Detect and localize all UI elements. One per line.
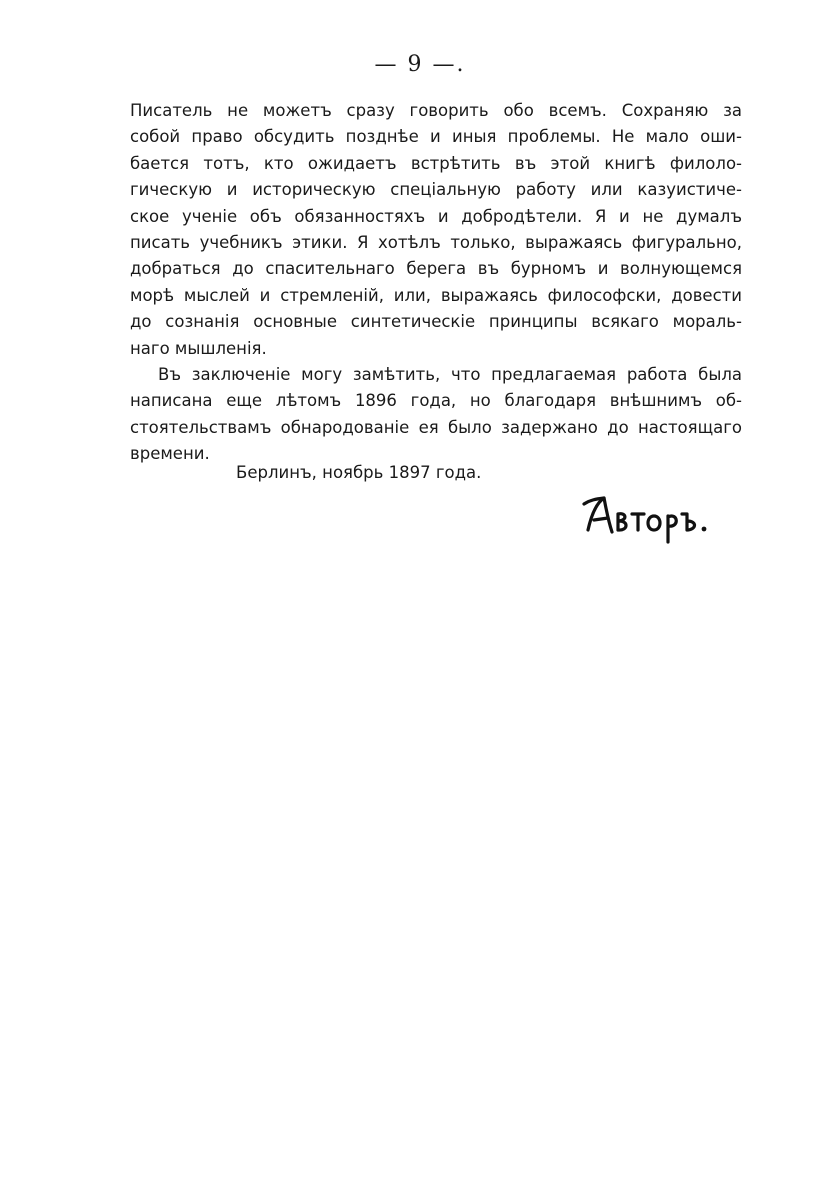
text-line: бается тотъ, кто ожидаетъ встрѣтить въ этой книгѣ филоло- [130, 153, 742, 173]
text-line: гическую и историческую спецiальную работу или казуистиче- [130, 180, 742, 200]
text-line: писать учебникъ этики. Я хотѣлъ только, выражаясь фигурально, [130, 233, 742, 253]
text-line: Въ заключенiе могу замѣтить, что предлагаемая работа была [158, 365, 742, 385]
paragraph-conclusion [130, 362, 742, 468]
text-line: ское ученiе объ обязанностяхъ и добродѣтели. Я и не думалъ [130, 206, 742, 226]
document-body [130, 98, 742, 468]
text-line: наго мышленiя. [130, 338, 267, 358]
text-line: до сознанiя основные синтетическiе принципы всякаго мораль- [130, 312, 742, 332]
text-line: добраться до спасительнаго берега въ бурномъ и волнующемся [130, 259, 742, 279]
place-and-date: Берлинъ, ноябрь 1897 года. [236, 463, 482, 482]
author-signature [582, 490, 712, 550]
text-line: времени. [130, 444, 210, 464]
text-line: Писатель не можетъ сразу говорить обо всемъ. Сохраняю за [130, 101, 742, 120]
text-line: морѣ мыслей и стремленiй, или, выражаясь философски, довести [130, 285, 742, 305]
text-line: стоятельствамъ обнародованiе ея было задержано до настоящаго [130, 417, 742, 437]
page-number: — 9 —. [374, 52, 466, 77]
text-line: написана еще лѣтомъ 1896 года, но благодаря внѣшнимъ об- [130, 391, 742, 411]
text-line: собой право обсудить позднѣе и иныя проблемы. Не мало оши- [130, 127, 742, 147]
paragraph-preface [130, 98, 742, 362]
